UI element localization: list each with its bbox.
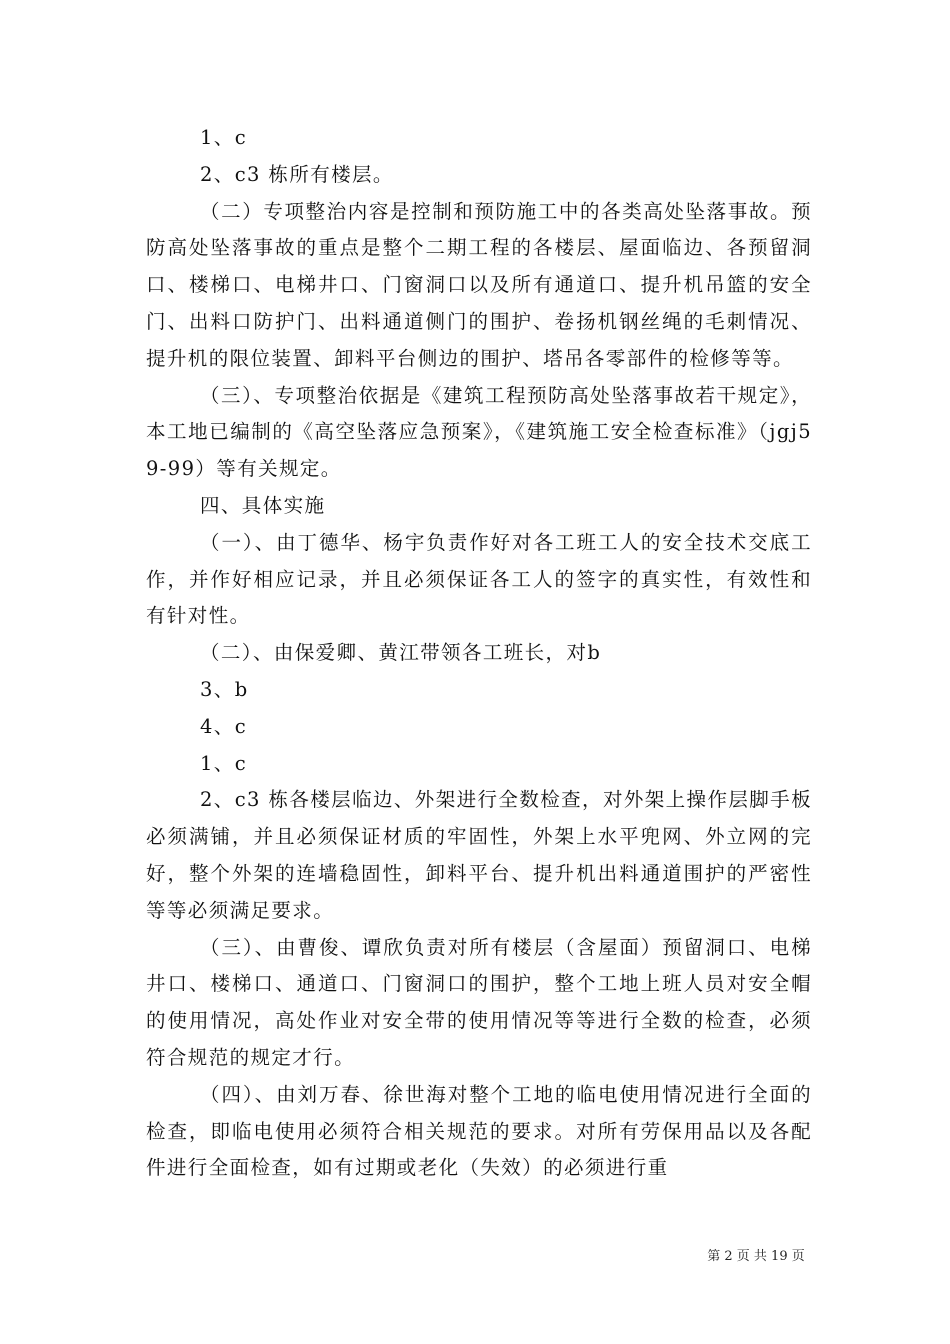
- paragraph-7: （二）、由保爱卿、黄江带领各工班长，对b: [200, 641, 602, 665]
- paragraph-9: 4、c: [200, 714, 248, 738]
- paragraph-2: 2、c3 栋所有楼层。: [200, 162, 394, 186]
- paragraph-12: （三）、由曹俊、谭欣负责对所有楼层（含屋面）预留洞口、电梯井口、楼梯口、通道口、门窗洞口的围护，整个工地上班人员对安全帽的使用情况，高处作业对安全带的使用情况等等进行全数的检查，必须符合规范的规定才行。: [146, 935, 812, 1069]
- page-footer: [0, 1245, 950, 1264]
- paragraph-10: 1、c: [200, 751, 248, 775]
- paragraph-6: （一）、由丁德华、杨宇负责作好对各工班工人的安全技术交底工作，并作好相应记录，并且必须保证各工人的签字的真实性，有效性和有针对性。: [146, 530, 812, 628]
- document-body: [146, 120, 812, 1187]
- paragraph-4: （三）、专项整治依据是《建筑工程预防高处坠落事故若干规定》，本工地已编制的《高空坠落应急预案》，《建筑施工安全检查标准》（jgj59-99）等有关规定。: [146, 383, 812, 481]
- section-heading: 四、具体实施: [200, 493, 326, 517]
- paragraph-11: 2、c3 栋各楼层临边、外架进行全数检查，对外架上操作层脚手板必须满铺，并且必须保证材质的牢固性，外架上水平兜网、外立网的完好，整个外架的连墙稳固性，卸料平台、提升机出料通道围护的严密性等等必须满足要求。: [146, 788, 812, 922]
- page-number: 第 2 页 共 19 页: [707, 1249, 805, 1264]
- paragraph-1: 1、c: [200, 126, 248, 149]
- paragraph-13: （四）、由刘万春、徐世海对整个工地的临电使用情况进行全面的检查，即临电使用必须符合相关规范的要求。对所有劳保用品以及各配件进行全面检查，如有过期或老化（失效）的必须进行重: [146, 1082, 812, 1180]
- paragraph-3: （二）专项整治内容是控制和预防施工中的各类高处坠落事故。预防高处坠落事故的重点是整个二期工程的各楼层、屋面临边、各预留洞口、楼梯口、电梯井口、门窗洞口以及所有通道口、提升机吊篮的安全门、出料口防护门、出料通道侧门的围护、卷扬机钢丝绳的毛刺情况、提升机的限位装置、卸料平台侧边的围护、塔吊各零部件的检修等等。: [146, 199, 812, 370]
- paragraph-8: 3、b: [200, 677, 249, 701]
